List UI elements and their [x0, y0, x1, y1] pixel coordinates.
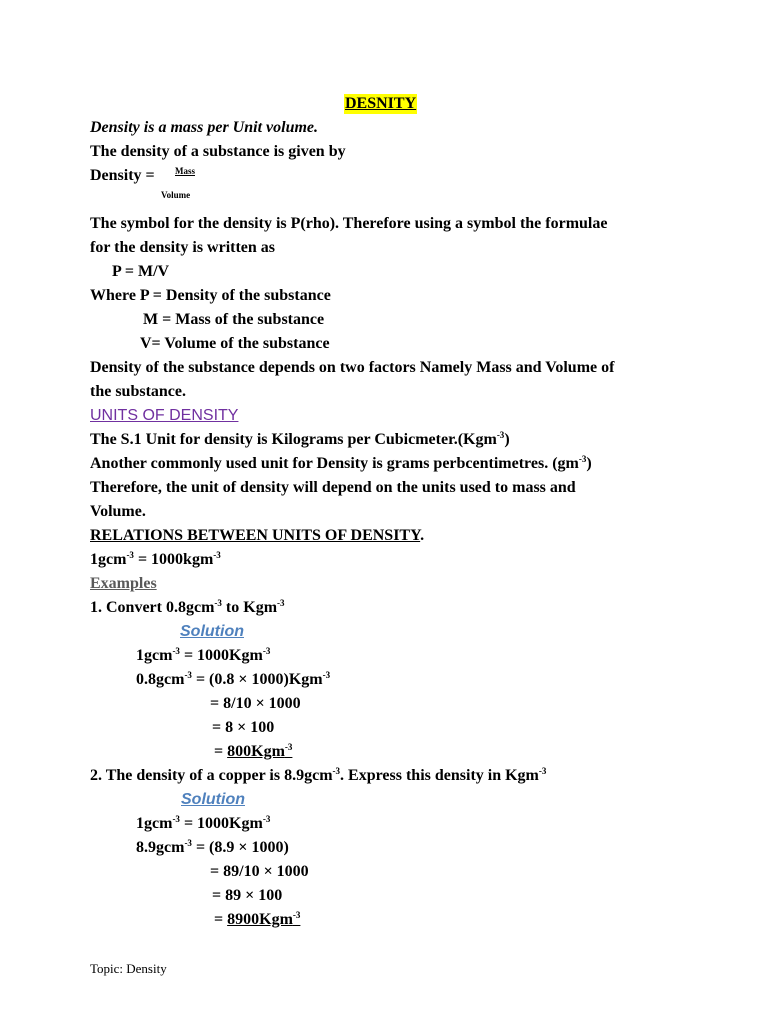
ex1-q-sup2: -3 [277, 598, 285, 608]
symbol-line-2: for the density is written as [90, 239, 276, 256]
ex2-s1-sup: -3 [172, 814, 180, 824]
where-v-line: V= Volume of the substance [140, 335, 330, 352]
example-1-solution-label: Solution [180, 623, 244, 640]
si-unit-line [90, 430, 510, 450]
other-unit-sup: -3 [578, 454, 587, 464]
depends-line-2: the substance. [90, 383, 187, 400]
example-2-solution-label: Solution [181, 791, 245, 808]
relations-heading-period: . [420, 527, 425, 544]
ex2-s1-sup2: -3 [262, 814, 271, 824]
ex1-s2-b: = (0.8 × 1000)Kgm [191, 671, 323, 688]
example-1-step-2 [136, 670, 330, 690]
ex1-answer-sup: -3 [284, 742, 293, 752]
symbol-line-1: The symbol for the density is P(rho). Therefore using a symbol the formulae [90, 215, 608, 232]
formula-lhs: Density = [90, 167, 155, 184]
ex1-s1-a: 1gcm [136, 647, 173, 664]
example-1-answer [214, 742, 292, 762]
definition-text: Density is a mass per Unit volume [90, 119, 315, 136]
example-1-step-1 [136, 646, 270, 666]
example-1-step-3: = 8/10 × 1000 [210, 695, 301, 712]
example-2-step-4: = 89 × 100 [212, 887, 283, 904]
symbol-formula: P = M/V [112, 263, 170, 280]
ex2-s2-a: 8.9gcm [136, 839, 185, 856]
ex2-answer-eq: = [214, 911, 228, 928]
units-heading: UNITS OF DENSITY [90, 407, 239, 424]
therefore-line-1: Therefore, the unit of density will depend on the units used to mass and [90, 479, 576, 496]
ex2-q-sup2: -3 [538, 766, 547, 776]
ex1-s2-sup2: -3 [322, 670, 331, 680]
other-unit-text: Another commonly used unit for Density is grams perbcentimetres. (gm [90, 455, 579, 472]
example-1-question [90, 598, 285, 618]
definition-period: . [314, 119, 319, 136]
ex2-s1-a: 1gcm [136, 815, 173, 832]
where-p-line: Where P = Density of the substance [90, 287, 331, 304]
ex1-q-b: to Kgm [221, 599, 278, 616]
ex2-q-a: 2. The density of a copper is 8.9gcm [90, 767, 333, 784]
examples-heading: Examples [90, 575, 157, 592]
example-2-question [90, 766, 546, 786]
ex2-answer-sup: -3 [292, 910, 301, 920]
si-unit-sup: -3 [496, 430, 505, 440]
ex1-s2-sup: -3 [184, 670, 192, 680]
si-unit-text: The S.1 Unit for density is Kilograms per Cubicmeter.(Kgm [90, 431, 497, 448]
relation-b: = 1000kgm [133, 551, 214, 568]
relations-heading-text: RELATIONS BETWEEN UNITS OF DENSITY [90, 527, 421, 544]
relations-heading [90, 526, 424, 546]
ex1-answer-eq: = [214, 743, 228, 760]
therefore-line-2: Volume. [90, 503, 146, 520]
where-m-line: M = Mass of the substance [143, 311, 325, 328]
ex2-s2-b: = (8.9 × 1000) [191, 839, 289, 856]
ex2-answer-text: 8900Kgm [227, 911, 293, 928]
relation-a-sup: -3 [126, 550, 134, 560]
formula-numerator: Mass [175, 166, 195, 176]
given-by-line: The density of a substance is given by [90, 143, 346, 160]
ex1-answer-text: 800Kgm [227, 743, 285, 760]
relation-a: 1gcm [90, 551, 127, 568]
formula-denominator: Volume [161, 190, 191, 200]
example-2-step-3: = 89/10 × 1000 [210, 863, 309, 880]
example-2-step-1 [136, 814, 270, 834]
definition-line [90, 118, 318, 138]
ex2-q-sup: -3 [332, 766, 341, 776]
page-footer: Topic: Density [90, 961, 167, 976]
ex1-q-a: 1. Convert 0.8gcm [90, 599, 215, 616]
other-unit-line [90, 454, 592, 474]
ex1-s2-a: 0.8gcm [136, 671, 185, 688]
example-2-answer [214, 910, 300, 930]
ex1-s1-sup: -3 [172, 646, 180, 656]
other-unit-close: ) [586, 455, 592, 472]
ex1-q-sup: -3 [214, 598, 222, 608]
si-unit-close: ) [504, 431, 510, 448]
example-2-step-2 [136, 838, 289, 858]
ex2-s2-sup: -3 [184, 838, 192, 848]
ex2-s1-b: = 1000Kgm [179, 815, 263, 832]
page-title: DESNITY [345, 95, 417, 112]
ex2-q-b: . Express this density in Kgm [340, 767, 539, 784]
ex1-answer-value [227, 743, 292, 760]
relation-line [90, 550, 221, 570]
depends-line-1: Density of the substance depends on two factors Namely Mass and Volume of [90, 359, 615, 376]
example-1-step-4: = 8 × 100 [212, 719, 275, 736]
ex1-s1-sup2: -3 [262, 646, 271, 656]
ex1-s1-b: = 1000Kgm [179, 647, 263, 664]
ex2-answer-value [227, 911, 300, 928]
relation-b-sup: -3 [213, 550, 221, 560]
